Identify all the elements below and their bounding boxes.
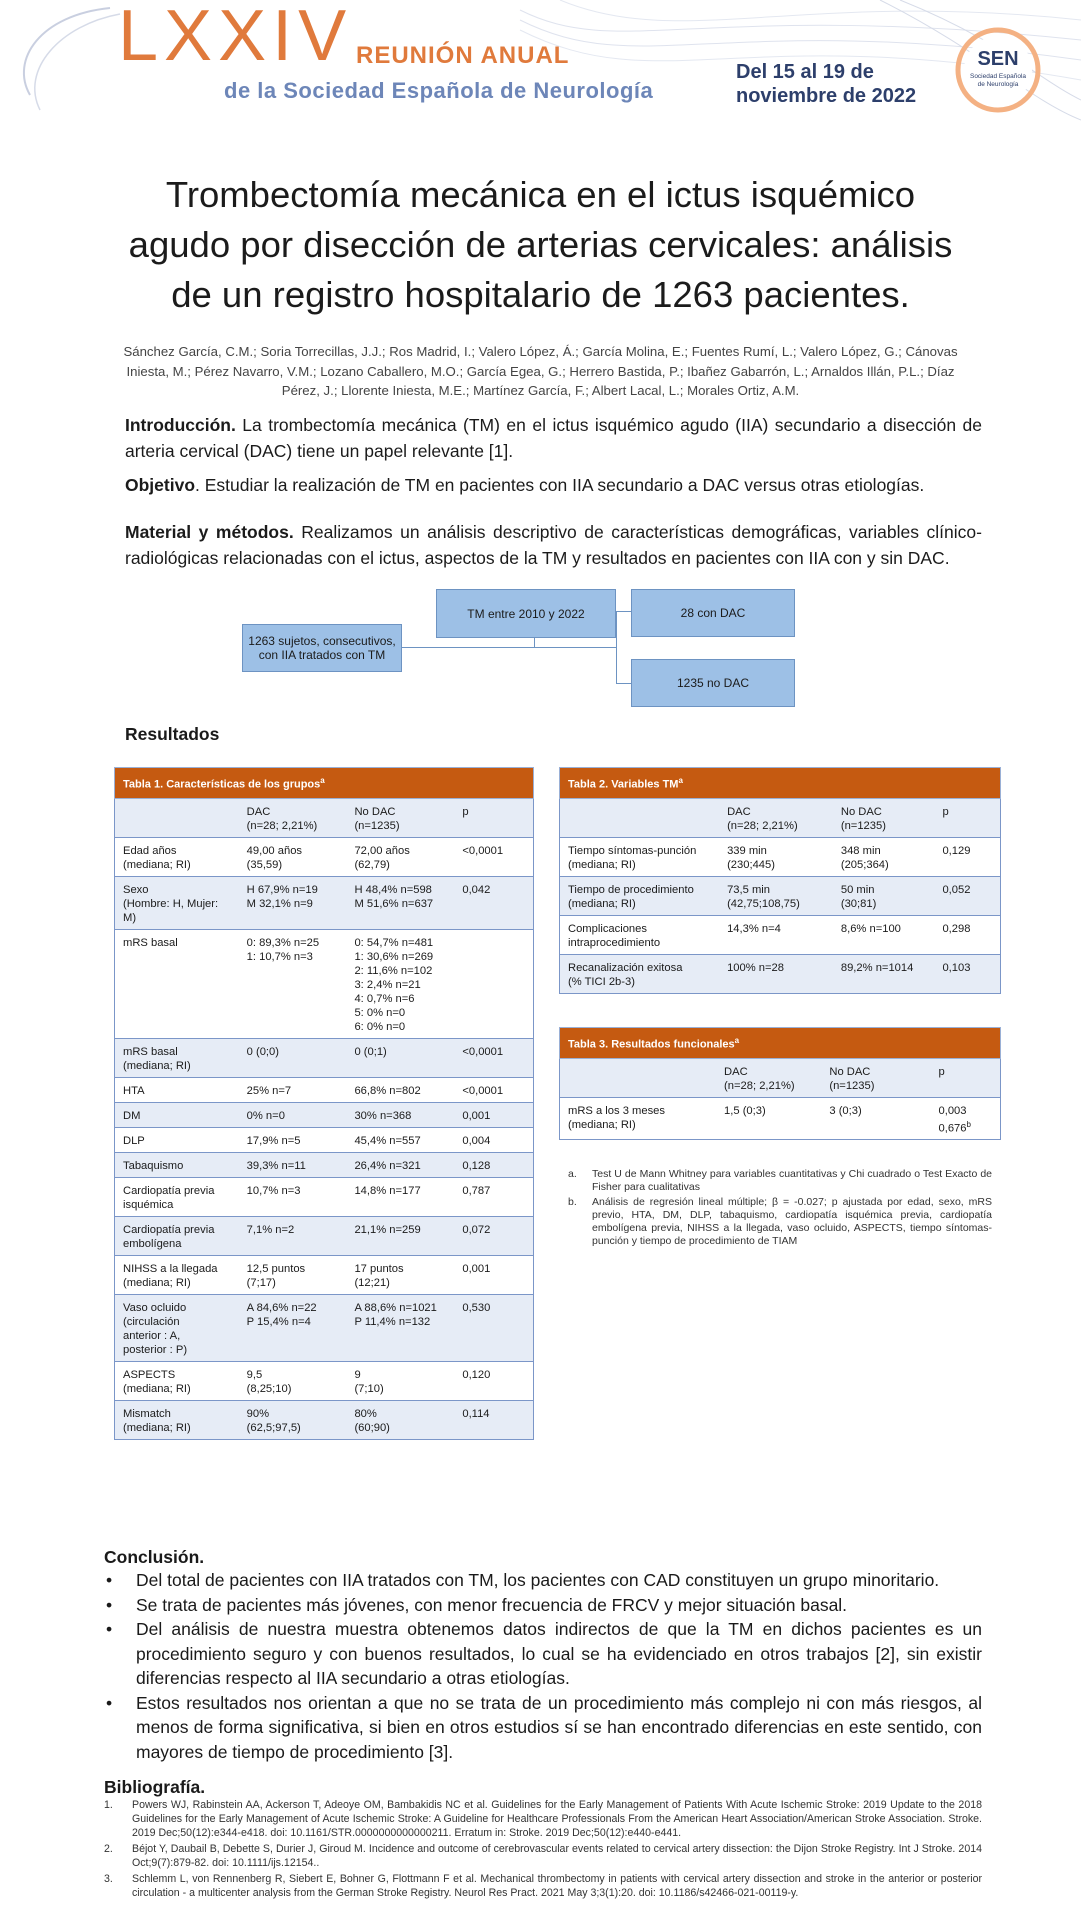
bibliography-section [104, 1777, 982, 1902]
table-cell: 0: 89,3% n=25 1: 10,7% n=3 [239, 929, 347, 1038]
table-caption-sup: a [320, 776, 325, 785]
table-cell: 14,8% n=177 [346, 1177, 454, 1216]
table-cell: 3 (0;3) [821, 1097, 930, 1140]
table-cell: 26,4% n=321 [346, 1152, 454, 1177]
flow-box-period: TM entre 2010 y 2022 [436, 589, 616, 638]
bibliography-text: Béjot Y, Daubail B, Debette S, Durier J, Giroud M. Incidence and outcome of cerebrovascular events related to cervical artery dissection: the Dijon Stroke Registry. Int J Stroke. 2014 Oct;9(7):879-82. doi: 10.1111/ijs.12154.. [132, 1843, 982, 1869]
conference-dates [736, 60, 936, 108]
table-row [560, 876, 1001, 915]
objective-label: Objetivo [125, 475, 196, 495]
table-row [115, 1361, 534, 1400]
table-cell: Cardiopatía previa embolígena [115, 1216, 239, 1255]
table-functional-results [559, 1027, 1001, 1140]
table-cell: Recanalización exitosa (% TICI 2b-3) [560, 954, 720, 993]
table-row [115, 1038, 534, 1077]
poster-title-line2: agudo por disección de arterias cervicales: análisis [128, 224, 953, 265]
conference-edition-number: LXXIV [118, 0, 353, 76]
bibliography-number: 3. [104, 1873, 113, 1885]
table-row [560, 837, 1001, 876]
table-footnotes [568, 1168, 992, 1250]
table-cell: Complicaciones intraprocedimiento [560, 915, 720, 954]
table-row [115, 1127, 534, 1152]
results-heading: Resultados [125, 724, 220, 744]
table-cell: <0,0001 [454, 837, 533, 876]
author-list: Sánchez García, C.M.; Soria Torrecillas, J.J.; Ros Madrid, I.; Valero López, Á.; García Molina, E.; Fuentes Rumí, L.; Valero López, G.; Cánovas Iniesta, M.; Pérez Navarro, V.M.; Lozano Caballero, M.O.; García Egea, G.; Herrero Bastida, P.; Ibañez Gabarrón, L.; Arnaldos Illán, P.L.; Díaz Pérez, J.; Llorente Iniesta, M.E.; Martínez García, F.; Albert Lacal, L.; Morales Ortiz, A.M. [123, 344, 958, 398]
table-row [115, 1077, 534, 1102]
bibliography-number: 2. [104, 1843, 113, 1855]
table-cell: Cardiopatía previa isquémica [115, 1177, 239, 1216]
table-cell-text: 0,003 0,676 [938, 1104, 967, 1135]
flow-connector-main [400, 647, 616, 648]
bibliography-item [104, 1798, 982, 1840]
table-row [560, 954, 1001, 993]
table-cell: 10,7% n=3 [239, 1177, 347, 1216]
sen-logo-text: SEN [977, 48, 1019, 70]
table-cell: 30% n=368 [346, 1102, 454, 1127]
table-header-cell [560, 1058, 717, 1097]
table-cell: Mismatch (mediana; RI) [115, 1400, 239, 1439]
table-cell: 7,1% n=2 [239, 1216, 347, 1255]
table-cell: mRS a los 3 meses (mediana; RI) [560, 1097, 717, 1140]
table-header-cell [560, 798, 720, 837]
sen-logo-sub2: de Neurología [977, 81, 1019, 88]
table-cell: 9 (7;10) [346, 1361, 454, 1400]
table-cell: 339 min (230;445) [719, 837, 833, 876]
table-cell: 25% n=7 [239, 1077, 347, 1102]
table-cell: 50 min (30;81) [833, 876, 935, 915]
table-header-cell: p [934, 798, 1000, 837]
table-cell: <0,0001 [454, 1038, 533, 1077]
table-cell: Vaso ocluido (circulación anterior : A, posterior : P) [115, 1294, 239, 1361]
table-cell: DM [115, 1102, 239, 1127]
table-cell: A 88,6% n=1021 P 11,4% n=132 [346, 1294, 454, 1361]
table-header-cell: DAC (n=28; 2,21%) [719, 798, 833, 837]
table-cell: HTA [115, 1077, 239, 1102]
flow-box-no-dac: 1235 no DAC [631, 659, 795, 707]
objective-text: . Estudiar la realización de TM en pacientes con IIA secundario a DAC versus otras etiologías. [195, 475, 925, 495]
table-row [560, 1097, 1001, 1140]
table-caption [560, 768, 1001, 799]
bibliography-heading: Bibliografía. [104, 1777, 206, 1797]
conclusion-item: • Del análisis de nuestra muestra obtenemos datos indirectos de que la TM en dichos pacientes es un procedimiento seguro y con buenos resultados, lo cual se ha evidenciado en otros trabajos [2], sin existir diferencias respecto al IIA secundario a otras etiologías. [104, 1617, 982, 1691]
table-caption-row [115, 768, 534, 799]
table-header-cell: DAC (n=28; 2,21%) [239, 798, 347, 837]
methods-text: Realizamos un análisis descriptivo de características demográficas, variables clínico-radiológicas relacionadas con el ictus, aspectos de la TM y resultados en pacientes con IIA con y sin DAC. [125, 522, 982, 568]
table-cell: 100% n=28 [719, 954, 833, 993]
table-header-cell: No DAC (n=1235) [346, 798, 454, 837]
table-row [115, 1177, 534, 1216]
table-cell: ASPECTS (mediana; RI) [115, 1361, 239, 1400]
bibliography-item [104, 1842, 982, 1870]
footnote-item [568, 1196, 992, 1248]
flow-connector-to-nodac [616, 683, 631, 684]
table-cell: 0,120 [454, 1361, 533, 1400]
bibliography-text: Schlemm L, von Rennenberg R, Siebert E, Bohner G, Flottmann F et al. Mechanical thrombectomy in patients with cervical artery dissection and stroke in the anterior or posterior circulation - a multicenter analysis from the German Stroke Registry. Neurol Res Pract. 2021 May 3;3(1):20. doi: 10.1186/s42466-021-00119-y. [132, 1873, 982, 1899]
conference-dates-line1: Del 15 al 19 de [736, 61, 874, 83]
table-caption-sup: a [734, 1036, 740, 1045]
table-cell: 49,00 años (35,59) [239, 837, 347, 876]
table-cell: 0 (0;0) [239, 1038, 347, 1077]
table-header-cell: p [930, 1058, 1000, 1097]
table-cell: 348 min (205;364) [833, 837, 935, 876]
table-cell: 9,5 (8,25;10) [239, 1361, 347, 1400]
sen-logo-sub1: Sociedad Española [969, 73, 1026, 80]
table-caption-sup: a [678, 776, 683, 785]
table-cell: 0,129 [934, 837, 1000, 876]
table-cell: 90% (62,5;97,5) [239, 1400, 347, 1439]
table-cell: 0 (0;1) [346, 1038, 454, 1077]
conclusion-item: • Del total de pacientes con IIA tratados con TM, los pacientes con CAD constituyen un grupo minoritario. [104, 1568, 982, 1593]
conference-society-name: de la Sociedad Española de Neurología [224, 78, 654, 103]
table-cell: 89,2% n=1014 [833, 954, 935, 993]
methods-paragraph [125, 519, 982, 571]
table-cell: 72,00 años (62,79) [346, 837, 454, 876]
table-caption [115, 768, 534, 799]
table-cell: A 84,6% n=22 P 15,4% n=4 [239, 1294, 347, 1361]
table-row [115, 1102, 534, 1127]
methods-label: Material y métodos. [125, 522, 294, 542]
table-header-cell: No DAC (n=1235) [833, 798, 935, 837]
conclusion-section [104, 1547, 982, 1764]
table-cell: 39,3% n=11 [239, 1152, 347, 1177]
table-caption-row [560, 1028, 1001, 1059]
table-cell: Sexo (Hombre: H, Mujer: M) [115, 876, 239, 929]
table-cell: 66,8% n=802 [346, 1077, 454, 1102]
table-cell [454, 929, 533, 1038]
table-cell: 12,5 puntos (7;17) [239, 1255, 347, 1294]
table-cell: 0,052 [934, 876, 1000, 915]
table-row [115, 1216, 534, 1255]
table-cell: 0,103 [934, 954, 1000, 993]
poster-title-line1: Trombectomía mecánica en el ictus isquémico [165, 174, 916, 215]
table-caption-text: Tabla 2. Variables TM [568, 778, 679, 791]
table-row [115, 876, 534, 929]
table-header-cell: No DAC (n=1235) [821, 1058, 930, 1097]
poster-title [80, 170, 1001, 320]
footnote-text: Test U de Mann Whitney para variables cuantitativas y Chi cuadrado o Test Exacto de Fisher para cualitativas [592, 1168, 992, 1193]
footnote-item [568, 1168, 992, 1194]
table-row [115, 929, 534, 1038]
bibliography-number: 1. [104, 1799, 113, 1811]
flow-box-subjects: 1263 sujetos, consecutivos, con IIA tratados con TM [242, 624, 402, 672]
table-row [115, 1255, 534, 1294]
introduction-paragraph [125, 412, 982, 464]
footnote-mark: b. [568, 1196, 577, 1208]
table-caption-row [560, 768, 1001, 799]
table-cell: 14,3% n=4 [719, 915, 833, 954]
objective-paragraph [125, 472, 982, 498]
table-cell: 0% n=0 [239, 1102, 347, 1127]
table-cell: H 48,4% n=598 M 51,6% n=637 [346, 876, 454, 929]
flow-connector-to-dac [616, 611, 631, 612]
table-caption [560, 1028, 1001, 1059]
bibliography-text: Powers WJ, Rabinstein AA, Ackerson T, Adeoye OM, Bambakidis NC et al. Guidelines for the Early Management of Patients With Acute Ischemic Stroke: 2019 Update to the 2018 Guidelines for the Early Management of Acute Ischemic Stroke: A Guideline for Healthcare Professionals From the American Heart Association/American Stroke Association. Stroke. 2019 Dec;50(12):e344-e418. doi: 10.1161/STR.0000000000000211. Erratum in: Stroke. 2019 Dec;50(12):e440-e441. [132, 1799, 982, 1839]
table-cell: 0,001 [454, 1255, 533, 1294]
table-cell: 8,6% n=100 [833, 915, 935, 954]
table-cell: Edad años (mediana; RI) [115, 837, 239, 876]
table-cell: H 67,9% n=19 M 32,1% n=9 [239, 876, 347, 929]
table-header-cell: p [454, 798, 533, 837]
table-row [115, 1294, 534, 1361]
table-cell: 17 puntos (12;21) [346, 1255, 454, 1294]
table-cell: mRS basal (mediana; RI) [115, 1038, 239, 1077]
table-cell: 0,072 [454, 1216, 533, 1255]
sen-logo [948, 24, 1048, 124]
conclusion-item: • Estos resultados nos orientan a que no se trata de un procedimiento más complejo ni con más riesgos, al menos de forma significativa, si bien en otros estudios sí se han encontrado diferencias en este sentido, con mayores de tiempo de procedimiento [3]. [104, 1691, 982, 1765]
table-cell: Tiempo síntomas-punción (mediana; RI) [560, 837, 720, 876]
conference-header [0, 0, 1081, 130]
conclusion-list [104, 1568, 982, 1764]
table-cell: 45,4% n=557 [346, 1127, 454, 1152]
bibliography-item [104, 1872, 982, 1900]
table-cell: 73,5 min (42,75;108,75) [719, 876, 833, 915]
conference-dates-line2: noviembre de 2022 [736, 85, 917, 107]
table-caption-text: Tabla 1. Características de los grupos [123, 778, 321, 791]
conference-reunion-label: REUNIÓN ANUAL [356, 42, 570, 69]
table-row [115, 1152, 534, 1177]
table-header-row [560, 1058, 1001, 1097]
table-cell: 0,298 [934, 915, 1000, 954]
table-header-row [115, 798, 534, 837]
table-cell: mRS basal [115, 929, 239, 1038]
bibliography-list [104, 1798, 982, 1900]
table-cell: 21,1% n=259 [346, 1216, 454, 1255]
table-tm-variables [559, 767, 1001, 994]
flow-connector-period [534, 638, 535, 647]
table-header-row [560, 798, 1001, 837]
flow-box-dac: 28 con DAC [631, 589, 795, 637]
table-cell: 0,001 [454, 1102, 533, 1127]
table-cell: 17,9% n=5 [239, 1127, 347, 1152]
poster-title-line3: de un registro hospitalario de 1263 pacientes. [171, 274, 910, 315]
table-cell: 0,114 [454, 1400, 533, 1439]
table-cell: 1,5 (0;3) [716, 1097, 821, 1140]
table-row [560, 915, 1001, 954]
table-cell: 0,530 [454, 1294, 533, 1361]
table-cell: 0: 54,7% n=481 1: 30,6% n=269 2: 11,6% n=102 3: 2,4% n=21 4: 0,7% n=6 5: 0% n=0 6: 0% n=0 [346, 929, 454, 1038]
table-caption-text: Tabla 3. Resultados funcionales [568, 1038, 735, 1051]
table-cell: 0,787 [454, 1177, 533, 1216]
table-cell: Tiempo de procedimiento (mediana; RI) [560, 876, 720, 915]
table-cell: Tabaquismo [115, 1152, 239, 1177]
table-characteristics [114, 767, 534, 1440]
table-cell: NIHSS a la llegada (mediana; RI) [115, 1255, 239, 1294]
table-cell-sup: b [966, 1119, 971, 1129]
conclusion-heading: Conclusión. [104, 1547, 205, 1567]
table-cell: 80% (60;90) [346, 1400, 454, 1439]
table-cell [930, 1097, 1000, 1140]
table-row [115, 1400, 534, 1439]
footnote-mark: a. [568, 1168, 577, 1180]
table-header-cell: DAC (n=28; 2,21%) [716, 1058, 821, 1097]
table-header-cell [115, 798, 239, 837]
table-cell: 0,004 [454, 1127, 533, 1152]
introduction-label: Introducción. [125, 415, 236, 435]
conclusion-item: • Se trata de pacientes más jóvenes, con menor frecuencia de FRCV y mejor situación basal. [104, 1593, 982, 1618]
flow-connector-vertical [616, 611, 617, 683]
table-cell: 0,042 [454, 876, 533, 929]
table-row [115, 837, 534, 876]
table-cell: 0,128 [454, 1152, 533, 1177]
table-cell: <0,0001 [454, 1077, 533, 1102]
table-cell: DLP [115, 1127, 239, 1152]
introduction-text: La trombectomía mecánica (TM) en el ictus isquémico agudo (IIA) secundario a disección de arteria cervical (DAC) tiene un papel relevante [1]. [125, 415, 982, 461]
footnote-text: Análisis de regresión lineal múltiple; β = -0.027; p ajustada por edad, sexo, mRS previo, HTA, DM, DLP, tabaquismo, cardiopatía isquémica previa, cardiopatía embolígena previa, NIHSS a la llegada, vaso ocluido, ASPECTS, tiempo síntomas-punción y tiempo de procedimiento de TIAM [592, 1196, 992, 1247]
